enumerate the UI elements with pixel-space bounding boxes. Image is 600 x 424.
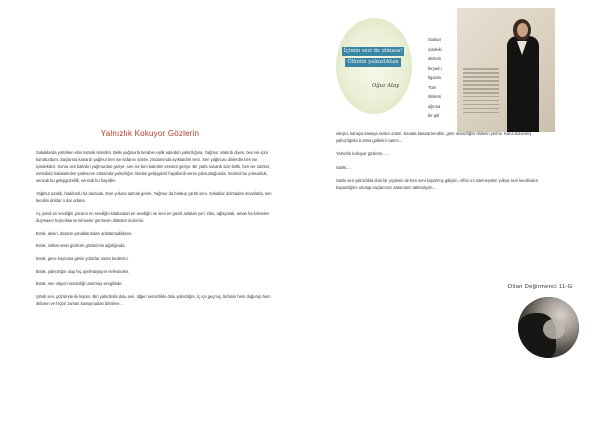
paragraph: Sokaklarda yürürken elini tutmak isterdim. Belki yağmurla beraber eşlik ederdim yalnızlığına. Yağmur ıslatırdı diyen, ben ise içini kurutturdum. Saçlarına kanardı yağmur ben ise kafanın içinde, zindanımda ayıklardım seni. Sen yağmuru dinlerdin ben ise içindekileri. Sonra sen kalırdın yağmurdan geriye, sen ise ben kalırdım senden geriye. Bir yarla susardı size belki, ben ise sözsüz, melodisiz kalakalırdım şarkısının ortasında yalnızlığın. Bunlar gelişigüzel hayallerdi senin yoksunluğunda. Senindi bu yoksunluk, senindi bu gelişigüzellik, senindi bu hayaller. xyxy=(36,150,271,184)
paragraph: Yağmur azaldı, haddurdu ha duracak. Evin yoluna tutmak gerek. Yağmur da bırakıp çarktı seni. Sokaklar dolmadan insanlarla, sen kendini doldur o dar odana. xyxy=(36,191,272,204)
author-name: Dilan Değirmenci 11-G xyxy=(508,284,573,290)
man-face xyxy=(517,23,528,37)
paragraph: Bırak, sen olayım sensizliği unutmuş sevgilinde. xyxy=(36,281,123,287)
narrow-line: ölülerin xyxy=(428,56,442,61)
paragraph: Yalnızlık kokuyor gözlerin...... xyxy=(336,151,389,157)
paragraph: Bırak, gece koynuna girsin yıldızlar saran bedenini. xyxy=(36,256,129,261)
avatar-face xyxy=(543,319,565,339)
narrow-line: ağzına xyxy=(428,103,441,109)
photo-caption-lines xyxy=(463,68,499,116)
article-title: Yalnızlık Kokuyor Gözlerin xyxy=(100,129,200,138)
narrow-line: ölülerin xyxy=(428,94,442,99)
paragraph: Bırak, aksın, düşsün yanaklarından anlatamadıkların. xyxy=(36,230,133,236)
narrow-column xyxy=(428,35,456,121)
paragraph: Aç şimdi en sevdiğin yazarın en sevdiğin kitabından en sevdiğin ve seni en güzel anlatan yeri. Oku, ağlayarak, aman ha kimseler duymasın hıçkırıklarını kimseler görmesin dökülen incilerini. xyxy=(36,210,270,223)
author-photo xyxy=(457,8,555,132)
article-body xyxy=(36,149,276,313)
author-avatar xyxy=(518,297,579,358)
narrow-line: feryad-ı xyxy=(428,65,442,71)
continued-body xyxy=(336,130,551,198)
narrow-line: bir gül xyxy=(428,113,440,118)
paragraph: Bırak, yalnızlığın olup hiç ayrılmayayım nefesinden. xyxy=(36,268,130,274)
quote-text xyxy=(341,47,405,69)
paragraph: Sanki sen yalnızlıkla dolu bir çiçeksin de ben seni koparmış gibiyim. Affını mı istemeyelim yoksa seni kendinden kopardığımı unutup saçlarımızı arasınamı takmalıyım... xyxy=(336,178,538,191)
quote-line: İçimin sesi de olmasa! xyxy=(343,48,403,54)
right-page xyxy=(300,0,600,424)
narrow-line: figanını. xyxy=(428,75,443,80)
paragraph: Sanki.... xyxy=(336,164,351,170)
quote-line: Ölünün yalnızlıktan xyxy=(347,59,399,65)
narrow-line: Susturr xyxy=(428,37,442,42)
paragraph: sıkıştır, kanaya kanaya sustur onları. Kanata kanata kendini, görn sessizliğini ölülerin yerine. Kana bulanmış yalnızlığınla a otma güllerini canım... xyxy=(336,131,532,144)
paragraph: Bırak, intihar etsin gözlerin gözlerimin ağırlığında. xyxy=(36,243,126,249)
narrow-line: içindeki xyxy=(428,46,442,52)
quote-signature: Oğuz Atay xyxy=(372,83,400,89)
narrow-line: Tüm xyxy=(428,84,437,90)
paragraph: Şimdi sen, gözümde iki kişisin. Biri yalnızlıkla dolu sen, diğeri sensizlikle dolu yalnızlığın. İç içe geçmiş, birbirini hem doğurup hem öldüren ve hiçbir zaman kavuşmadan birbirine... xyxy=(36,294,271,307)
